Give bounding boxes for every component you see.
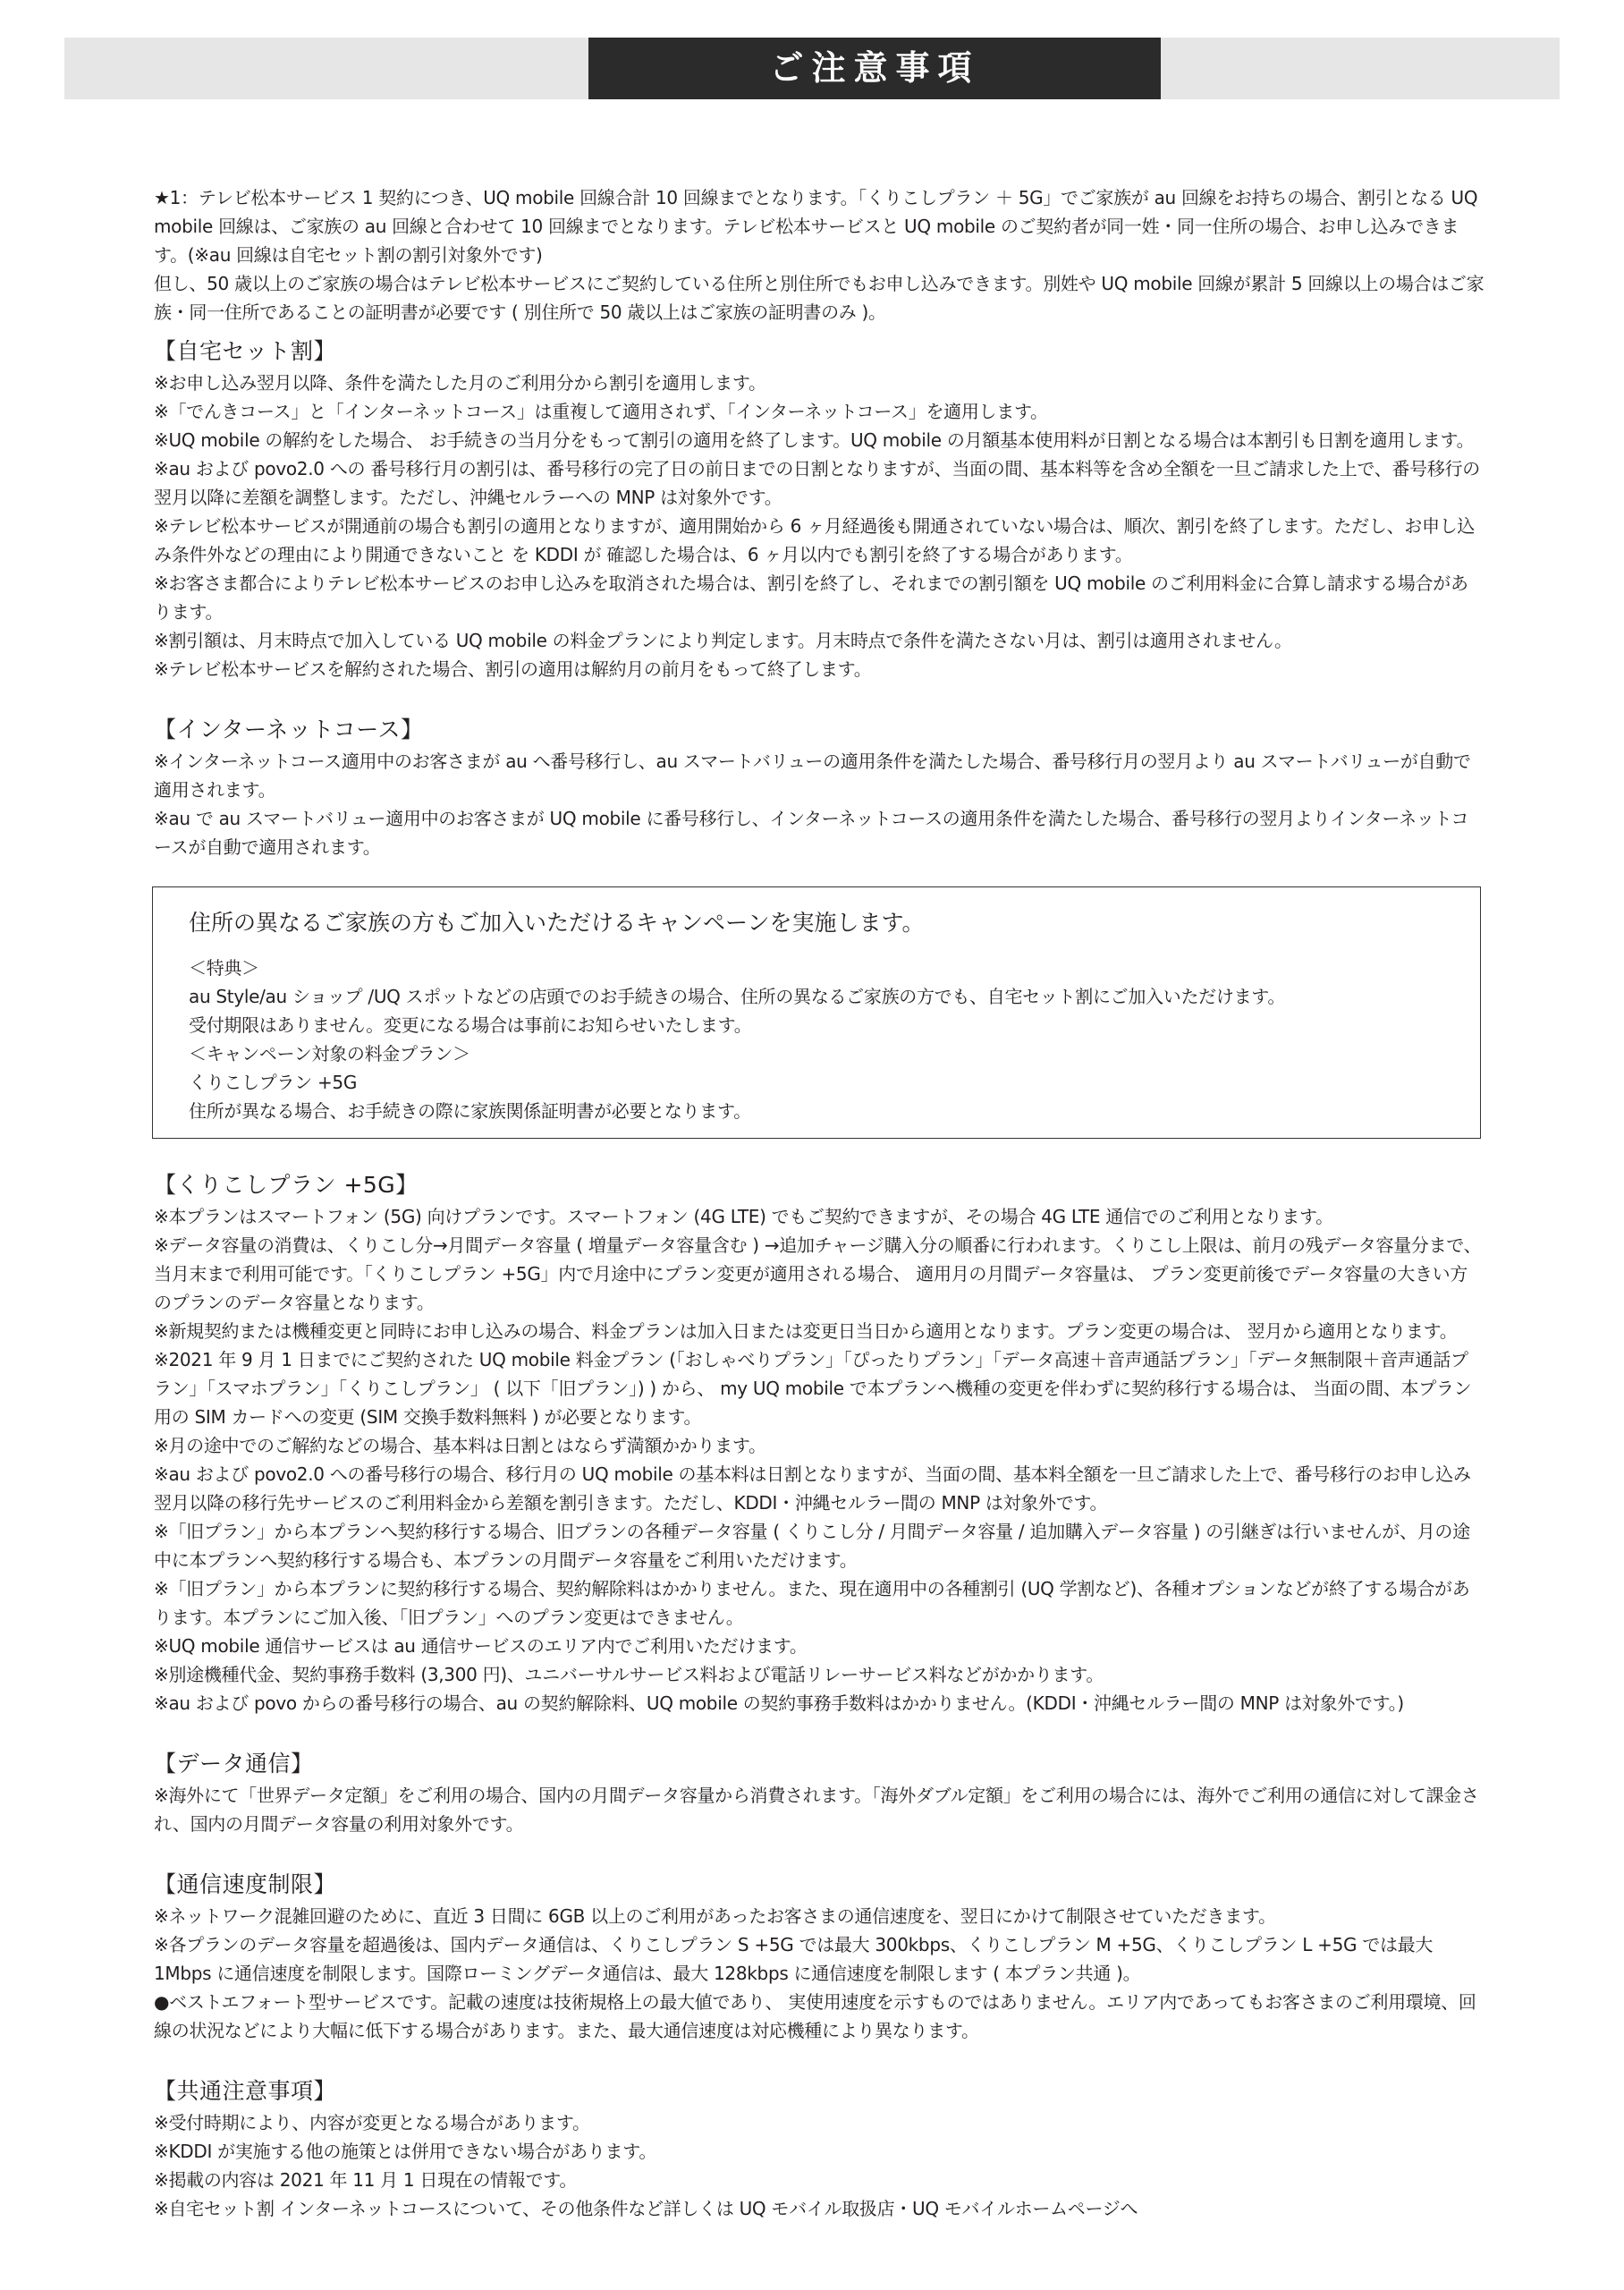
note-item: ※2021 年 9 月 1 日までにご契約された UQ mobile 料金プラン (「おしゃべりプラン」「ぴったりプラン」「データ高速＋音声通話プラン」「データ無制限＋音声通話プラン」「スマホプラン」「くりこしプラン」 ( 以下「旧プラン」) ) から、 my UQ mobile で本プランへ機種の変更を伴わずに契約移行する場合は、 当面の間、本プラン用の SIM カードへの変更 (SIM 交換手数料無料 ) が必要となります。 [154, 1349, 1472, 1428]
note-item: ※au および povo からの番号移行の場合、au の契約解除料、UQ mobile の契約事務手数料はかかりません。(KDDI・沖縄セルラー間の MNP は対象外です。) [154, 1692, 1404, 1714]
note-item: ※お客さま都合によりテレビ松本サービスのお申し込みを取消された場合は、割引を終了し、それまでの割引額を UQ mobile のご利用料金に合算し請求する場合があります。 [154, 572, 1468, 623]
section-heading: 【共通注意事項】 [154, 2078, 337, 2104]
section-heading: 【インターネットコース】 [154, 717, 424, 742]
common-section [154, 2075, 1484, 2223]
note-item: ※お申し込み翌月以降、条件を満たした月のご利用分から割引を適用します。 [154, 372, 766, 394]
note-item: ※「旧プラン」から本プランへ契約移行する場合、旧プランの各種データ容量 ( くりこし分 / 月間データ容量 / 追加購入データ容量 ) の引継ぎは行いませんが、月の途中に本プランへ契約移行する場合も、本プランの月間データ容量をご利用いただけます。 [154, 1521, 1470, 1571]
note-item: ※自宅セット割 インターネットコースについて、その他条件など詳しくは UQ モバイル取扱店・UQ モバイルホームページへ [154, 2198, 1138, 2219]
notes-content [154, 174, 1484, 2223]
campaign-line: au Style/au ショップ /UQ スポットなどの店頭でのお手続きの場合、住所の異なるご家族の方でも、自宅セット割にご加入いただけます。 [189, 986, 1286, 1007]
note-item: ※テレビ松本サービスが開通前の場合も割引の適用となりますが、適用開始から 6 ヶ月経過後も開通されていない場合は、順次、割引を終了します。ただし、お申し込み条件外などの理由により開通できないこと を KDDI が 確認した場合は、6 ヶ月以内でも割引を終了する場合があります。 [154, 515, 1476, 565]
data-comm-section [154, 1748, 1484, 1838]
note-item: ※テレビ松本サービスを解約された場合、割引の適用は解約月の前月をもって終了します。 [154, 658, 872, 680]
note-item: ※月の途中でのご解約などの場合、基本料は日割とはならず満額かかります。 [154, 1435, 766, 1456]
intro-section [154, 183, 1484, 327]
intro-paragraph: ★1：テレビ松本サービス 1 契約につき、UQ mobile 回線合計 10 回線までとなります。「くりこしプラン ＋ 5G」でご家族が au 回線をお持ちの場合、割引となる UQ mobile 回線は、ご家族の au 回線と合わせて 10 回線までとなります。テレビ松本サービスと UQ mobile のご契約者が同一姓・同一住所の場合、お申し込みできます。(※au 回線は自宅セット割の割引対象外です) [154, 187, 1478, 266]
intro-paragraph: 但し、50 歳以上のご家族の場合はテレビ松本サービスにご契約している住所と別住所でもお申し込みできます。別姓や UQ mobile 回線が累計 5 回線以上の場合はご家族・同一住所であることの証明書が必要です ( 別住所で 50 歳以上はご家族の証明書のみ )。 [154, 273, 1484, 323]
section-heading: 【通信速度制限】 [154, 1871, 337, 1897]
note-item: ※新規契約または機種変更と同時にお申し込みの場合、料金プランは加入日または変更日当日から適用となります。プラン変更の場合は、 翌月から適用となります。 [154, 1320, 1458, 1342]
section-heading: 【自宅セット割】 [154, 338, 337, 364]
note-item: ※au および povo2.0 への 番号移行月の割引は、番号移行の完了日の前日までの日割となりますが、当面の間、基本料等を含め全額を一旦ご請求した上で、番号移行の翌月以降に差額を調整します。ただし、沖縄セルラーへの MNP は対象外です。 [154, 458, 1480, 508]
campaign-line: ＜キャンペーン対象の料金プラン＞ [189, 1043, 470, 1064]
campaign-box [152, 886, 1481, 1139]
note-item: ※ネットワーク混雑回避のために、直近 3 日間に 6GB 以上のご利用があったお客さまの通信速度を、翌日にかけて制限させていただきます。 [154, 1905, 1276, 1927]
note-item: ※海外にて「世界データ定額」をご利用の場合、国内の月間データ容量から消費されます。「海外ダブル定額」をご利用の場合には、海外でご利用の通信に対して課金され、国内の月間データ容量の利用対象外です。 [154, 1785, 1479, 1835]
campaign-line: 受付期限はありません。変更になる場合は事前にお知らせいたします。 [189, 1014, 752, 1036]
campaign-line: 住所が異なる場合、お手続きの際に家族関係証明書が必要となります。 [189, 1100, 751, 1122]
internet-section [154, 714, 1484, 861]
title-banner [64, 38, 1560, 99]
note-item: ※au および povo2.0 への番号移行の場合、移行月の UQ mobile の基本料は日割となりますが、当面の間、基本料全額を一旦ご請求した上で、番号移行のお申し込み翌月以降の移行先サービスのご利用料金から差額を割引きます。ただし、KDDI・沖縄セルラー間の MNP は対象外です。 [154, 1463, 1471, 1514]
speed-limit-section [154, 1869, 1484, 2045]
note-item: ※インターネットコース適用中のお客さまが au へ番号移行し、au スマートバリューの適用条件を満たした場合、番号移行月の翌月より au スマートバリューが自動で適用されます。 [154, 751, 1471, 801]
jitaku-section [154, 335, 1484, 683]
kurikoshi-section [154, 1169, 1484, 1718]
note-item: ※別途機種代金、契約事務手数料 (3,300 円)、ユニバーサルサービス料および電話リレーサービス料などがかかります。 [154, 1664, 1104, 1685]
page-title: ご注意事項 [588, 38, 1161, 99]
note-item: ※KDDI が実施する他の施策とは併用できない場合があります。 [154, 2141, 657, 2162]
note-item: ※本プランはスマートフォン (5G) 向けプランです。スマートフォン (4G LTE) でもご契約できますが、その場合 4G LTE 通信でのご利用となります。 [154, 1206, 1333, 1227]
note-item: ※UQ mobile 通信サービスは au 通信サービスのエリア内でご利用いただけます。 [154, 1635, 808, 1657]
campaign-line: ＜特典＞ [189, 957, 259, 979]
note-item: ※データ容量の消費は、くりこし分→月間データ容量 ( 増量データ容量含む ) →追加チャージ購入分の順番に行われます。くりこし上限は、前月の残データ容量分まで、 当月末まで利用可能です。「くりこしプラン +5G」内で月途中にプラン変更が適用される場合、 適用月の月間データ容量は、 プラン変更前後でデータ容量の大きい方のプランのデータ容量となります。 [154, 1234, 1482, 1313]
note-item: ※各プランのデータ容量を超過後は、国内データ通信は、くりこしプラン S +5G では最大 300kbps、くりこしプラン M +5G、くりこしプラン L +5G では最大 1Mbps に通信速度を制限します。国際ローミングデータ通信は、最大 128kbps に通信速度を制限します ( 本プラン共通 )。 [154, 1934, 1434, 1984]
section-heading: 【データ通信】 [154, 1751, 314, 1777]
note-item: ※「旧プラン」から本プランに契約移行する場合、契約解除料はかかりません。また、現在適用中の各種割引 (UQ 学割など)、各種オプションなどが終了する場合があります。本プランにご加入後、「旧プラン」へのプラン変更はできません。 [154, 1578, 1470, 1628]
note-item: ●ベストエフォート型サービスです。記載の速度は技術規格上の最大値であり、 実使用速度を示すものではありません。エリア内であってもお客さまのご利用環境、回線の状況などにより大幅に低下する場合があります。また、最大通信速度は対応機種により異なります。 [154, 1991, 1476, 2041]
note-item: ※UQ mobile の解約をした場合、 お手続きの当月分をもって割引の適用を終了します。UQ mobile の月額基本使用料が日割となる場合は本割引も日割を適用します。 [154, 429, 1475, 451]
section-heading: 【くりこしプラン +5G】 [154, 1172, 419, 1198]
campaign-line: くりこしプラン +5G [189, 1072, 358, 1093]
note-item: ※掲載の内容は 2021 年 11 月 1 日現在の情報です。 [154, 2169, 578, 2191]
note-item: ※「でんきコース」と「インターネットコース」は重複して適用されず、「インターネットコース」を適用します。 [154, 401, 1048, 422]
note-item: ※受付時期により、内容が変更となる場合があります。 [154, 2112, 590, 2133]
campaign-heading: 住所の異なるご家族の方もご加入いただけるキャンペーンを実施します。 [189, 910, 925, 936]
note-item: ※au で au スマートバリュー適用中のお客さまが UQ mobile に番号移行し、インターネットコースの適用条件を満たした場合、番号移行の翌月よりインターネットコースが自動で適用されます。 [154, 808, 1469, 858]
note-item: ※割引額は、月末時点で加入している UQ mobile の料金プランにより判定します。月末時点で条件を満たさない月は、割引は適用されません。 [154, 630, 1292, 651]
